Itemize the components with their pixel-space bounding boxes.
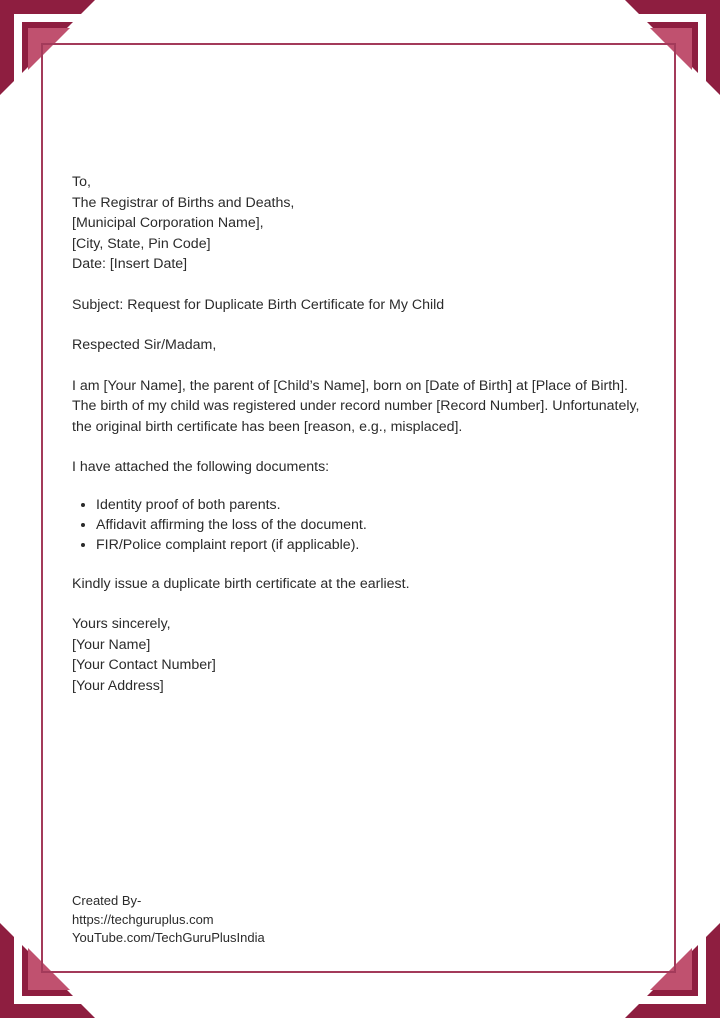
address-line: The Registrar of Births and Deaths, <box>72 194 295 211</box>
list-item: • FIR/Police complaint report (if applicable). <box>96 535 642 555</box>
body-paragraph: I am [Your Name], the parent of [Child’s Name], born on [Date of Birth] at [Place of Birth]. The birth of my child was registered under record number [Record Number]. Unfortunately, the original birth certificate has been [reason, e.g., misplaced]. <box>72 377 640 435</box>
request-paragraph: Kindly issue a duplicate birth certificate at the earliest. <box>72 575 410 592</box>
signoff-line: [Your Name] <box>72 636 151 653</box>
address-line: [City, State, Pin Code] <box>72 235 211 252</box>
subject-line: Subject: Request for Duplicate Birth Certificate for My Child <box>72 296 445 313</box>
date-line: Date: [Insert Date] <box>72 256 188 272</box>
attachments-intro: I have attached the following documents: <box>72 459 330 475</box>
list-item: • Affidavit affirming the loss of the document. <box>96 515 642 535</box>
signoff-line: [Your Address] <box>72 677 164 694</box>
letter-body <box>72 172 642 696</box>
credits-youtube: YouTube.com/TechGuruPlusIndia <box>72 930 265 945</box>
list-item: • Identity proof of both parents. <box>96 495 642 515</box>
signoff-block <box>72 614 642 696</box>
credits-website: https://techguruplus.com <box>72 911 214 927</box>
credits-block <box>72 892 472 948</box>
address-line: [Municipal Corporation Name], <box>72 215 264 231</box>
address-line: To, <box>72 174 91 190</box>
credits-label: Created By- <box>72 893 142 908</box>
signoff-line: Yours sincerely, <box>72 616 171 632</box>
recipient-address <box>72 172 642 275</box>
attachments-list <box>72 495 642 555</box>
salutation: Respected Sir/Madam, <box>72 337 217 353</box>
signoff-line: [Your Contact Number] <box>72 657 216 673</box>
